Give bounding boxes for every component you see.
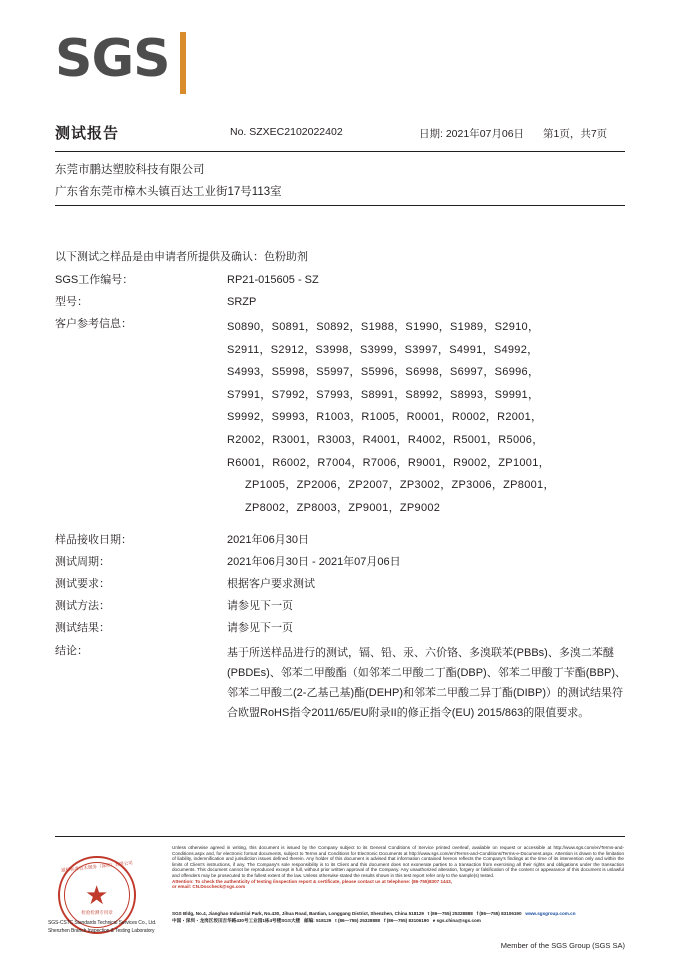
footer-address-en-row bbox=[172, 911, 624, 918]
divider-top bbox=[55, 151, 625, 152]
reference-line: R2002，R3001，R3003，R4001，R4002，R5001，R5006， bbox=[227, 433, 544, 446]
footer-zip-cn: 邮编: 518129 bbox=[303, 917, 332, 923]
field-row bbox=[55, 576, 630, 593]
sgs-logo-text: SGS bbox=[55, 29, 170, 89]
field-label: 样品接收日期： bbox=[55, 534, 132, 547]
field-value: SRZP bbox=[227, 296, 257, 308]
field-label: SGS工作编号： bbox=[55, 274, 134, 286]
field-row-reference bbox=[55, 316, 630, 519]
report-date: 日期: 2021年07月06日 bbox=[419, 128, 525, 140]
legal-disclaimer bbox=[172, 845, 624, 890]
footer-fax-en: f (86—755) 83106190 bbox=[476, 911, 522, 916]
field-row-conclusion bbox=[55, 643, 630, 723]
divider-bottom bbox=[55, 205, 625, 206]
footer-address-en: SGS Bldg, No.4, Jianghao Industrial Park, No.430, Jihua Road, Bantian, Longgang District, Shenzhen, China 518129 bbox=[172, 911, 424, 916]
sgs-logo bbox=[55, 29, 255, 94]
field-label: 测试结果： bbox=[55, 622, 110, 635]
client-address: 广东省东莞市樟木头镇百达工业街17号113室 bbox=[55, 186, 282, 198]
report-number: No. SZXEC2102022402 bbox=[230, 126, 343, 138]
field-label: 型号： bbox=[55, 296, 88, 308]
conclusion-text: 基于所送样品进行的测试，镉、铅、汞、六价铬、多溴联苯(PBBs)、多溴二苯醚(PBDEs)、邻苯二甲酸酯（如邻苯二甲酸二丁酯(DBP)、邻苯二甲酸丁苄酯(BBP)、邻苯二甲酸二(2-乙基己基)酯(DEHP)和邻苯二甲酸二异丁酯(DIBP)）的测试结果符合欧盟RoHS指令2011/65/EU附录II的修正指令(EU) 2015/863的限值要求。 bbox=[227, 647, 627, 720]
reference-line: ZP8002，ZP8003，ZP9001，ZP9002 bbox=[245, 501, 441, 514]
sgs-logo-bar bbox=[180, 32, 186, 94]
reference-list bbox=[227, 316, 630, 519]
footer-fax-cn: f (86—755) 83106190 bbox=[383, 917, 429, 923]
field-label: 客户参考信息： bbox=[55, 318, 132, 330]
footer-phone-cn: t (86—755) 25328888 bbox=[335, 917, 381, 923]
field-row bbox=[55, 272, 630, 289]
reference-line: S9992，S9993，R1003，R1005，R0001，R0002，R2001， bbox=[227, 411, 543, 424]
sample-statement: 以下测试之样品是由申请者所提供及确认：色粉助剂 bbox=[55, 251, 308, 263]
field-value: 请参见下一页 bbox=[227, 622, 293, 635]
footer-phone-en: t (86—755) 25328888 bbox=[427, 911, 473, 916]
field-value: 请参见下一页 bbox=[227, 600, 293, 613]
attention-line-1: Attention: To check the authenticity of testing /inspection report & certificate, please contact us at telephone: (86-755)8307 1443, bbox=[172, 878, 452, 884]
stamp-caption-line1: SGS-CSTC Standards Technical Services Co., Ltd. bbox=[48, 920, 157, 926]
field-row bbox=[55, 294, 630, 311]
reference-line: S2911，S2912，S3998，S3999，S3997，S4991，S4992， bbox=[227, 343, 539, 356]
reference-line: S7991，S7992，S7993，S8991，S8992，S8993，S9991， bbox=[227, 388, 540, 401]
field-label: 结论： bbox=[55, 645, 88, 658]
footer-divider bbox=[55, 836, 625, 837]
page-indicator: 第1页，共7页 bbox=[543, 128, 608, 140]
field-value: 2021年06月30日 - 2021年07月06日 bbox=[227, 556, 401, 569]
footer-email-cn[interactable]: e sgs.china@sgs.com bbox=[432, 917, 481, 923]
field-label: 测试方法： bbox=[55, 600, 110, 613]
star-icon: ★ bbox=[85, 880, 109, 910]
footer-web[interactable]: www.sgsgroup.com.cn bbox=[525, 911, 576, 916]
member-note: Member of the SGS Group (SGS SA) bbox=[500, 941, 625, 950]
client-company: 东莞市鹏达塑胶科技有限公司 bbox=[55, 164, 205, 176]
stamp-top-text: 通标标准技术服务（深圳）有限公司 bbox=[60, 860, 134, 873]
attention-line-2: or email: CN.Doccheck@sgs.com bbox=[172, 884, 246, 890]
stamp-caption-line2: Shenzhen Branch Inspection & Testing Laboratory bbox=[48, 928, 155, 934]
field-row bbox=[55, 620, 630, 637]
page-title: 测试报告 bbox=[55, 125, 120, 142]
reference-line: S0890，S0891，S0892，S1988，S1990，S1989，S2910， bbox=[227, 321, 540, 333]
footer-address-cn: 中国・深圳・龙岗区坂田吉华路430号工业园1栋4号楼SGS大楼 bbox=[172, 917, 301, 923]
footer-address-block bbox=[172, 911, 624, 925]
footer-address-cn-row bbox=[172, 918, 624, 925]
field-row bbox=[55, 554, 630, 571]
field-row bbox=[55, 532, 630, 549]
field-label: 测试周期： bbox=[55, 556, 110, 569]
reference-line: R6001，R6002，R7004，R7006，R9001，R9002，ZP1001， bbox=[227, 456, 550, 469]
reference-line: S4993，S5998，S5997，S5996，S6998，S6997，S6996， bbox=[227, 366, 540, 379]
field-value: RP21-015605 - SZ bbox=[227, 274, 319, 286]
title-row bbox=[55, 122, 625, 148]
field-row bbox=[55, 598, 630, 615]
field-value: 根据客户要求测试 bbox=[227, 578, 315, 591]
official-stamp bbox=[48, 854, 170, 936]
stamp-bottom-text: 检验检测专用章 bbox=[81, 910, 113, 915]
fields-block bbox=[55, 272, 630, 728]
legal-paragraph: Unless otherwise agreed in writing, this document is issued by the Company subject to its General Conditions of Service printed overleaf, available on request or accessible at http://www.sgs.com/en/Terms-and-Conditions.aspx and, for electronic format documents, subject to Terms and Conditions for Electronic Documents at http://www.sgs.com/en/Terms-and-Conditions/Terms-e-Document.aspx. Attention is drawn to the limitation of liability, indemnification and jurisdiction issues defined therein. Any holder of this document is advised that information contained hereon reflects the Company's findings at the time of its intervention only and within the limits of Client's instructions, if any. The Company's sole responsibility is to its Client and this document does not exonerate parties to a transaction from exercising all their rights and obligations under the transaction documents. This document cannot be reproduced except in full, without prior written approval of the Company. Any unauthorized alteration, forgery or falsification of the content or appearance of this document is unlawful and offenders may be prosecuted to the fullest extent of the law. Unless otherwise stated the results shown in this test report refer only to the sample(s) tested. bbox=[172, 845, 624, 878]
field-value: 2021年06月30日 bbox=[227, 534, 309, 547]
reference-line: ZP1005，ZP2006，ZP2007，ZP3002，ZP3006，ZP8001， bbox=[245, 479, 555, 492]
field-label: 测试要求： bbox=[55, 578, 110, 591]
